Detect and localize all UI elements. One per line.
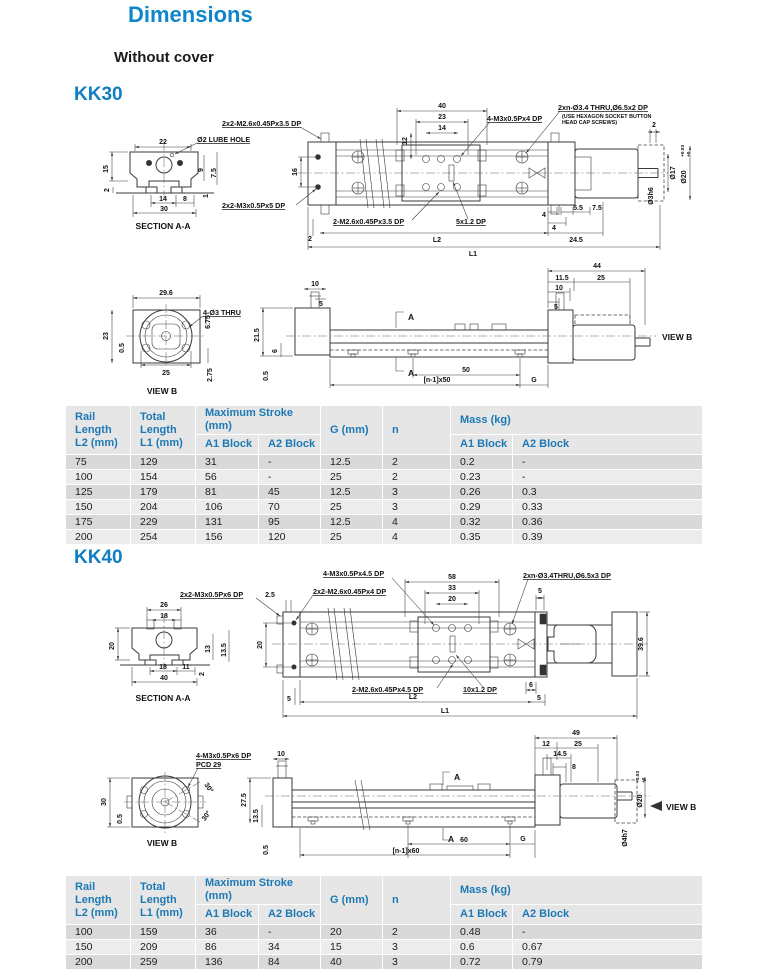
dim-label: Ø20 (637, 794, 644, 808)
kk30-side-view (254, 263, 692, 388)
col-g: G (mm) (321, 876, 383, 925)
col-n: n (383, 876, 451, 925)
thread-label: 2-M2.6x0.45Px4.5 DP (352, 685, 424, 694)
table-cell: 0.29 (451, 500, 513, 515)
dim-label: L2 (408, 694, 418, 701)
dim-label: 5 (319, 301, 323, 308)
col-rail-length: Rail Length L2 (mm) (66, 876, 131, 925)
dim-label: Ø17 (670, 166, 677, 180)
dim-label: 12 (542, 741, 550, 748)
dim-label: 2 (308, 236, 312, 243)
section-caption: SECTION A-A (135, 221, 191, 231)
table-cell: 3 (383, 485, 451, 500)
table-cell: 120 (259, 530, 321, 545)
dim-label: 12 (402, 137, 409, 145)
table-cell: 12.5 (321, 485, 383, 500)
table-cell: 0.2 (451, 455, 513, 470)
table-cell: 0.67 (513, 940, 703, 955)
table-cell: 0.39 (513, 530, 703, 545)
dim-label: 5 (554, 304, 558, 311)
dim-label: 13.5 (221, 643, 228, 657)
table-cell: 0.3 (513, 485, 703, 500)
dim-label: 20 (257, 641, 264, 649)
table-cell: 31 (196, 455, 259, 470)
dim-label: 2 (199, 672, 206, 676)
table-cell: 70 (259, 500, 321, 515)
table-cell: 25 (321, 500, 383, 515)
table-cell: 0.35 (451, 530, 513, 545)
view-caption: VIEW B (146, 838, 178, 848)
view-label: VIEW B (662, 332, 693, 342)
table-row (66, 940, 703, 955)
kk30-drawing (0, 95, 780, 400)
table-cell: 34 (259, 940, 321, 955)
thread-label: 2x2-M3x0.5Px5 DP (222, 201, 286, 210)
thread-note: HEAD CAP SCREWS) (562, 120, 618, 126)
dim-label: 7.5 (592, 205, 602, 212)
kk40-view-b (101, 751, 251, 848)
table-cell: 0.72 (451, 955, 513, 969)
table-cell: 12.5 (321, 455, 383, 470)
dim-label: 2.5 (265, 592, 275, 599)
dim-label: 49 (572, 730, 580, 737)
dim-label: 6.75 (205, 315, 212, 329)
dim-label: 23 (103, 332, 110, 340)
col-mass-a1: A1 Block (451, 905, 513, 925)
table-cell: 0.32 (451, 515, 513, 530)
dim-label: 25 (574, 741, 582, 748)
table-row (66, 515, 703, 530)
thread-label: 2x2-M2.6x0.45Px4 DP (313, 587, 387, 596)
table-cell: 229 (131, 515, 196, 530)
col-max-stroke: Maximum Stroke (mm) (196, 876, 321, 905)
section-mark: A (454, 772, 461, 782)
dim-label: L1 (468, 251, 478, 258)
dim-label: 11.5 (555, 275, 569, 282)
table-cell: 3 (383, 940, 451, 955)
table-cell: 200 (66, 955, 131, 969)
dim-label: 23 (438, 114, 446, 121)
table-cell: 125 (66, 485, 131, 500)
dim-label: 5 (287, 696, 291, 703)
base-clamps (308, 817, 515, 824)
table-cell: 136 (196, 955, 259, 969)
table-cell: 0.48 (451, 925, 513, 940)
thread-label: 2-M2.6x0.45Px3.5 DP (333, 217, 405, 226)
kk30-section-aa-view (103, 135, 250, 231)
table-row (66, 955, 703, 969)
col-n: n (383, 406, 451, 455)
table-row (66, 485, 703, 500)
table-cell: 131 (196, 515, 259, 530)
dim-label: Ø4h7 (622, 829, 629, 847)
kk40-top-view (180, 570, 650, 719)
table-cell: 2 (383, 455, 451, 470)
table-cell: 86 (196, 940, 259, 955)
dim-label: 44 (593, 263, 601, 270)
table-cell: 254 (131, 530, 196, 545)
dim-label: 0.5 (119, 343, 126, 353)
rail-mount-holes (306, 614, 546, 675)
table-cell: 4 (383, 530, 451, 545)
kk40-table (65, 875, 703, 969)
dim-label: 40 (438, 103, 446, 110)
col-mass-a2: A2 Block (513, 435, 703, 455)
section-mark: A (408, 312, 415, 322)
dim-label: 20 (109, 642, 116, 650)
kk40-drawing (0, 570, 780, 870)
dim-label: Ø20 (681, 170, 688, 184)
dim-label: G (531, 377, 537, 384)
thread-label: 4-M3x0.5Px4 DP (487, 114, 543, 123)
dim-label: Ø3h6 (648, 187, 655, 205)
rail-mount-holes (316, 151, 529, 194)
dim-label: G (520, 836, 526, 843)
dim-label: 39.6 (638, 637, 645, 651)
dim-label: 10 (311, 281, 319, 288)
kk40-side-view (241, 730, 696, 858)
dim-label: 29.6 (159, 290, 173, 297)
dim-label: 22 (159, 139, 167, 146)
table-row (66, 500, 703, 515)
dim-label: 30 (101, 798, 108, 806)
dim-label: 1 (203, 194, 210, 198)
kk40-heading: KK40 (74, 547, 123, 568)
table-cell: 100 (66, 925, 131, 940)
dim-label: 5 (537, 695, 541, 702)
table-cell: 3 (383, 955, 451, 969)
table-row (66, 455, 703, 470)
col-total-length: Total Length L1 (mm) (131, 406, 196, 455)
kk30-heading: KK30 (74, 84, 123, 105)
col-mass-a2: A2 Block (513, 905, 703, 925)
col-mass: Mass (kg) (451, 876, 703, 905)
table-cell: 0.36 (513, 515, 703, 530)
dim-label: 0.5 (263, 845, 270, 855)
table-row (66, 925, 703, 940)
table-cell: 45 (259, 485, 321, 500)
dim-label: 4 (542, 212, 546, 219)
dim-label: 25 (597, 275, 605, 282)
dim-label: 20 (448, 596, 456, 603)
table-row (66, 470, 703, 485)
table-cell: 200 (66, 530, 131, 545)
table-cell: 36 (196, 925, 259, 940)
tolerance-label: +0 (642, 777, 647, 783)
dim-label: 27.5 (241, 793, 248, 807)
table-cell: 4 (383, 515, 451, 530)
dim-label: L1 (440, 708, 450, 715)
dim-label: 2 (652, 122, 656, 129)
dim-label: 10 (277, 751, 285, 758)
dim-label: 5.5 (573, 205, 583, 212)
dim-label: 15 (103, 165, 110, 173)
table-cell: 25 (321, 530, 383, 545)
dim-label: 5 (538, 588, 542, 595)
dim-label: 58 (448, 574, 456, 581)
dim-label: 50 (462, 367, 470, 374)
tolerance-label: +0 (687, 151, 692, 157)
table-cell: - (259, 470, 321, 485)
lube-hole-label: Ø2 LUBE HOLE (197, 135, 251, 144)
table-cell: - (513, 455, 703, 470)
view-label: VIEW B (666, 802, 697, 812)
angle-label: 30° (202, 781, 215, 795)
section-caption: SECTION A-A (135, 693, 191, 703)
table-cell: 95 (259, 515, 321, 530)
table-cell: 179 (131, 485, 196, 500)
dim-label: 2.75 (207, 368, 214, 382)
col-stroke-a2: A2 Block (259, 435, 321, 455)
angle-label: 30° (200, 809, 213, 823)
table-cell: 0.33 (513, 500, 703, 515)
table-cell: 0.26 (451, 485, 513, 500)
table-cell: - (513, 925, 703, 940)
thread-label: 2xn-Ø3.4THRU,Ø6.5x3 DP (523, 571, 611, 580)
table-cell: 204 (131, 500, 196, 515)
view-caption: VIEW B (146, 386, 178, 396)
table-cell: 0.6 (451, 940, 513, 955)
dim-label: 11 (182, 664, 190, 671)
table-cell: 156 (196, 530, 259, 545)
table-cell: 129 (131, 455, 196, 470)
tolerance-label: +0.03 (681, 144, 686, 157)
dim-label: 40 (160, 675, 168, 682)
table-cell: 15 (321, 940, 383, 955)
dim-label: [n-1]x50 (423, 377, 451, 384)
table-cell: 12.5 (321, 515, 383, 530)
table-row (66, 530, 703, 545)
table-cell: 3 (383, 500, 451, 515)
base-clamps (348, 350, 525, 357)
dim-label: 8 (572, 764, 576, 771)
col-mass-a1: A1 Block (451, 435, 513, 455)
table-cell: 175 (66, 515, 131, 530)
thread-label: 10x1.2 DP (463, 685, 497, 694)
dim-label: 33 (448, 585, 456, 592)
dim-label: 7.5 (211, 168, 218, 178)
table-cell: - (513, 470, 703, 485)
table-cell: 20 (321, 925, 383, 940)
table-cell: 0.79 (513, 955, 703, 969)
dim-label: 10 (555, 285, 563, 292)
table-cell: 154 (131, 470, 196, 485)
tolerance-label: +0.03 (636, 770, 641, 783)
kk30-view-b (103, 290, 241, 396)
dim-label: 14 (159, 196, 167, 203)
table-cell: 150 (66, 940, 131, 955)
dim-label: 2 (104, 188, 111, 192)
table-cell: 2 (383, 470, 451, 485)
dim-label: 18 (160, 613, 168, 620)
thread-note: (USE HEXAGON SOCKET BUTTON (562, 114, 652, 120)
dim-label: 4 (552, 225, 556, 232)
table-cell: 84 (259, 955, 321, 969)
thread-label: 2x2-M3x0.5Px6 DP (180, 590, 244, 599)
kk40-section-aa-view (109, 602, 229, 703)
dim-label: 21.5 (254, 328, 261, 342)
pcd-label: PCD 29 (196, 760, 222, 769)
dim-label: 26 (160, 602, 168, 609)
dim-label: 0.5 (263, 371, 270, 381)
dim-label: 8 (183, 196, 187, 203)
col-rail-length: Rail Length L2 (mm) (66, 406, 131, 455)
dim-label: 14 (438, 125, 446, 132)
col-stroke-a2: A2 Block (259, 905, 321, 925)
section-mark: A (448, 834, 455, 844)
thread-label: 2x2-M2.6x0.45Px3.5 DP (222, 119, 302, 128)
table-cell: 100 (66, 470, 131, 485)
table-cell: 25 (321, 470, 383, 485)
dim-label: 30 (160, 206, 168, 213)
dim-label: 25 (162, 370, 170, 377)
col-g: G (mm) (321, 406, 383, 455)
dim-label: 60 (460, 837, 468, 844)
table-cell: 209 (131, 940, 196, 955)
dim-label: 13 (205, 645, 212, 653)
dim-label: 13.5 (253, 809, 260, 823)
dim-label: 6 (272, 349, 279, 353)
table-cell: - (259, 455, 321, 470)
kk30-table (65, 405, 703, 545)
table-cell: - (259, 925, 321, 940)
col-mass: Mass (kg) (451, 406, 703, 435)
section-mark: A (408, 368, 415, 378)
table-cell: 56 (196, 470, 259, 485)
dim-label: [n-1]x60 (392, 848, 420, 855)
view-direction-arrow (650, 801, 662, 811)
col-stroke-a1: A1 Block (196, 905, 259, 925)
dim-label: L2 (432, 237, 442, 244)
dim-label: 6 (529, 682, 533, 689)
page-title: Dimensions (128, 2, 253, 27)
thread-label: 4-M3x0.5Px4.5 DP (323, 570, 385, 578)
dim-label: 14.5 (553, 751, 567, 758)
hole-label: 4-Ø3 THRU (203, 308, 241, 317)
table-cell: 2 (383, 925, 451, 940)
thread-label: 4-M3x0.5Px6 DP (196, 751, 252, 760)
table-cell: 259 (131, 955, 196, 969)
table-cell: 159 (131, 925, 196, 940)
col-stroke-a1: A1 Block (196, 435, 259, 455)
kk30-top-view (222, 103, 692, 258)
col-total-length: Total Length L1 (mm) (131, 876, 196, 925)
table-cell: 40 (321, 955, 383, 969)
thread-label: 5x1.2 DP (456, 217, 486, 226)
dim-label: 16 (292, 168, 299, 176)
dim-label: 24.5 (569, 237, 583, 244)
table-cell: 106 (196, 500, 259, 515)
dim-label: 9 (198, 168, 205, 172)
table-cell: 150 (66, 500, 131, 515)
page-subtitle: Without cover (114, 49, 214, 66)
dim-label: 0.5 (117, 814, 124, 824)
thread-label: 2xn-Ø3.4 THRU,Ø6.5x2 DP (558, 103, 648, 112)
table-cell: 75 (66, 455, 131, 470)
table-cell: 0.23 (451, 470, 513, 485)
dim-label: 18 (159, 664, 167, 671)
table-cell: 81 (196, 485, 259, 500)
col-max-stroke: Maximum Stroke (mm) (196, 406, 321, 435)
